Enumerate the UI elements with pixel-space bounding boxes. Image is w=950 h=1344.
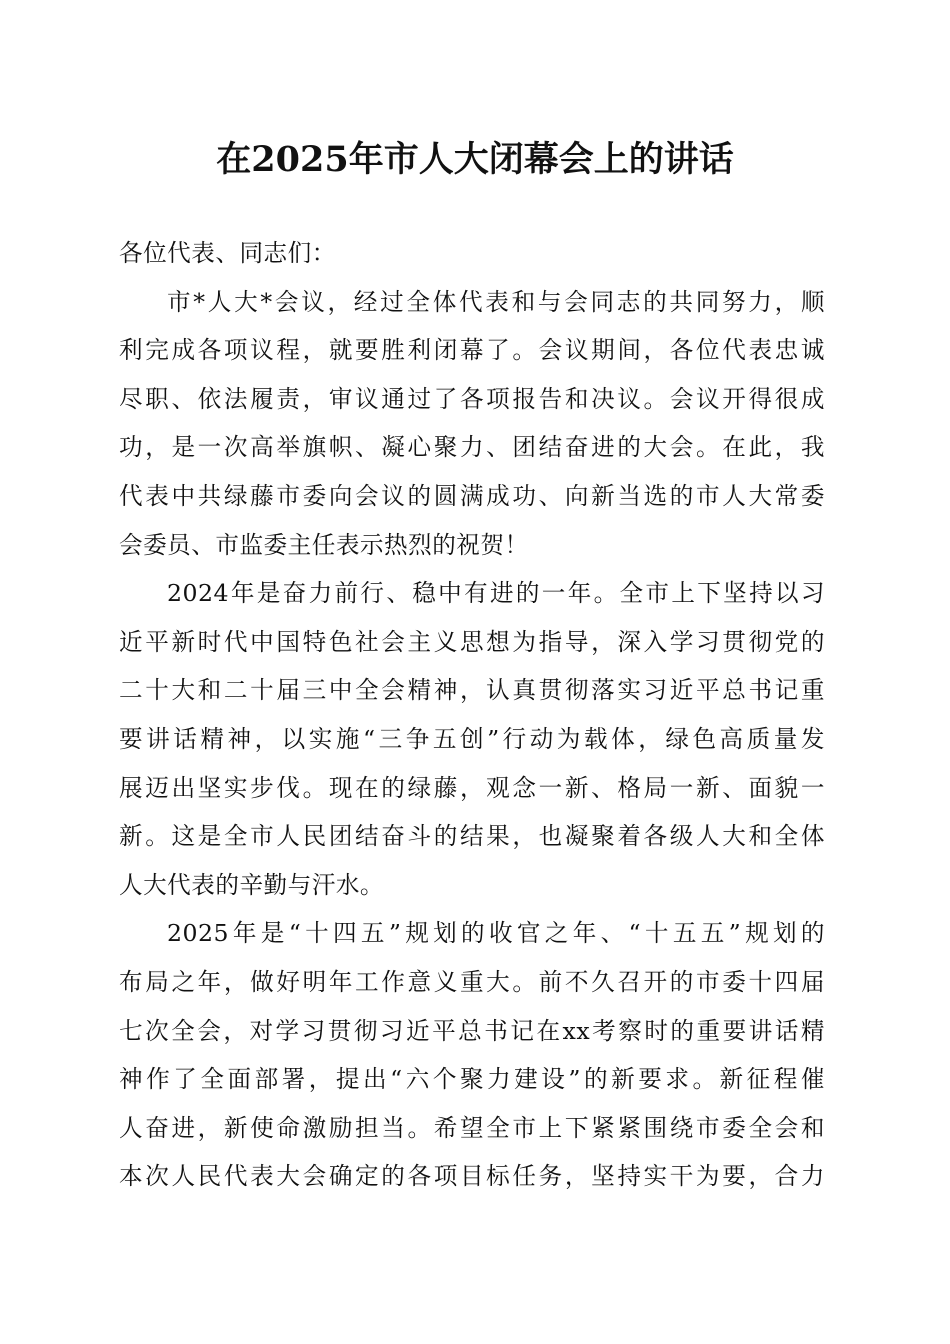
paragraph-line: 本次人民代表大会确定的各项目标任务，坚持实干为要，合力 (119, 1162, 825, 1191)
paragraph-line: 代表中共绿藤市委向会议的圆满成功、向新当选的市人大常委 (119, 481, 825, 510)
paragraph-line: 二十大和二十届三中全会精神，认真贯彻落实习近平总书记重 (119, 676, 825, 705)
paragraph-line: 七次全会，对学习贯彻习近平总书记在xx考察时的重要讲话精 (119, 1016, 825, 1045)
paragraph-line: 功，是一次高举旗帜、凝心聚力、团结奋进的大会。在此，我 (119, 433, 825, 462)
document-title: 在2025年市人大闭幕会上的讲话 (216, 139, 734, 180)
paragraph-line: 2024年是奋力前行、稳中有进的一年。全市上下坚持以习 (167, 579, 825, 608)
paragraph-line: 市*人大*会议，经过全体代表和与会同志的共同努力，顺 (167, 287, 825, 316)
paragraph-3 (119, 909, 825, 1201)
paragraph-line: 会委员、市监委主任表示热烈的祝贺！ (119, 530, 529, 559)
paragraph-line: 人奋进，新使命激励担当。希望全市上下紧紧围绕市委全会和 (119, 1113, 825, 1142)
paragraph-line: 展迈出坚实步伐。现在的绿藤，观念一新、格局一新、面貌一 (119, 773, 825, 802)
salutation: 各位代表、同志们： (119, 239, 336, 267)
paragraph-line: 近平新时代中国特色社会主义思想为指导，深入学习贯彻党的 (119, 627, 825, 656)
paragraph-line: 尽职、依法履责，审议通过了各项报告和决议。会议开得很成 (119, 384, 825, 413)
paragraph-line: 人大代表的辛勤与汗水。 (119, 870, 385, 899)
paragraph-line: 神作了全面部署，提出“六个聚力建设”的新要求。新征程催 (119, 1065, 825, 1094)
document-body (119, 229, 825, 1201)
paragraph-1 (119, 278, 825, 570)
paragraph-line: 要讲话精神，以实施“三争五创”行动为载体，绿色高质量发 (119, 724, 825, 753)
paragraph-2 (119, 569, 825, 909)
paragraph-line: 新。这是全市人民团结奋斗的结果，也凝聚着各级人大和全体 (119, 822, 825, 851)
paragraph-line: 利完成各项议程，就要胜利闭幕了。会议期间，各位代表忠诚 (119, 336, 825, 365)
paragraph-line: 布局之年，做好明年工作意义重大。前不久召开的市委十四届 (119, 967, 825, 996)
paragraph-line: 2025年是“十四五”规划的收官之年、“十五五”规划的 (167, 919, 825, 948)
